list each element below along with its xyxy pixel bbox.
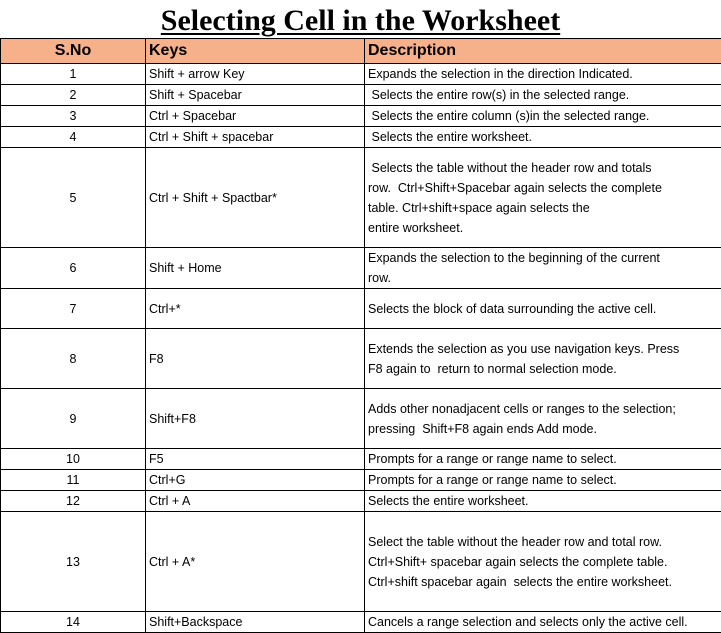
description-cell[interactable]: Prompts for a range or range name to select. [365,470,721,491]
description-cell[interactable]: Selects the entire row(s) in the selected range. [365,85,721,106]
description-cell[interactable]: Extends the selection as you use navigation keys. Press F8 again to return to normal selection mode. [365,329,721,389]
keys-cell[interactable]: Shift+Backspace [146,612,365,633]
keys-cell[interactable]: Ctrl + Shift + spacebar [146,127,365,148]
sno-cell[interactable]: 12 [1,491,146,512]
table-row [1,389,721,449]
keys-cell[interactable]: Ctrl+G [146,470,365,491]
description-cell[interactable]: Selects the entire column (s)in the selected range. [365,106,721,127]
description-cell[interactable]: Selects the table without the header row and totals row. Ctrl+Shift+Spacebar again selects the complete table. Ctrl+shift+space again selects the entire worksheet. [365,148,721,248]
table-row [1,148,721,248]
keys-cell[interactable]: Ctrl + Spacebar [146,106,365,127]
description-cell[interactable]: Adds other nonadjacent cells or ranges to the selection; pressing Shift+F8 again ends Add mode. [365,389,721,449]
keys-cell[interactable]: F5 [146,449,365,470]
description-cell[interactable]: Cancels a range selection and selects only the active cell. [365,612,721,633]
description-cell[interactable]: Selects the entire worksheet. [365,127,721,148]
sno-cell[interactable]: 4 [1,127,146,148]
sno-cell[interactable]: 13 [1,512,146,612]
page-title: Selecting Cell in the Worksheet [161,4,560,38]
table-row [1,64,721,85]
keys-cell[interactable]: Ctrl+* [146,289,365,329]
table-body [1,64,721,633]
header-description[interactable]: Description [365,39,721,64]
description-cell[interactable]: Prompts for a range or range name to select. [365,449,721,470]
keys-cell[interactable]: Shift + Home [146,248,365,289]
sno-cell[interactable]: 8 [1,329,146,389]
keys-cell[interactable]: F8 [146,329,365,389]
table-row [1,248,721,289]
description-cell[interactable]: Expands the selection to the beginning of the current row. [365,248,721,289]
table-row [1,470,721,491]
sno-cell[interactable]: 11 [1,470,146,491]
table-row [1,289,721,329]
keys-cell[interactable]: Shift + arrow Key [146,64,365,85]
table-row [1,329,721,389]
table-row [1,491,721,512]
description-cell[interactable]: Selects the block of data surrounding the active cell. [365,289,721,329]
description-cell[interactable]: Expands the selection in the direction Indicated. [365,64,721,85]
title-bar [0,0,721,38]
sno-cell[interactable]: 9 [1,389,146,449]
keys-cell[interactable]: Shift+F8 [146,389,365,449]
table-row [1,85,721,106]
keys-cell[interactable]: Ctrl + A* [146,512,365,612]
keys-cell[interactable]: Ctrl + Shift + Spactbar* [146,148,365,248]
header-sno[interactable]: S.No [1,39,146,64]
table-row [1,106,721,127]
table-row [1,512,721,612]
keys-cell[interactable]: Ctrl + A [146,491,365,512]
table-row [1,449,721,470]
header-row [1,39,721,64]
keys-cell[interactable]: Shift + Spacebar [146,85,365,106]
sno-cell[interactable]: 10 [1,449,146,470]
sno-cell[interactable]: 1 [1,64,146,85]
shortcut-table [0,38,721,633]
description-cell[interactable]: Select the table without the header row and total row. Ctrl+Shift+ spacebar again selects the complete table. Ctrl+shift spacebar again selects the entire worksheet. [365,512,721,612]
sno-cell[interactable]: 3 [1,106,146,127]
table-row [1,612,721,633]
sno-cell[interactable]: 2 [1,85,146,106]
table-row [1,127,721,148]
sno-cell[interactable]: 5 [1,148,146,248]
sno-cell[interactable]: 14 [1,612,146,633]
header-keys[interactable]: Keys [146,39,365,64]
sno-cell[interactable]: 7 [1,289,146,329]
description-cell[interactable]: Selects the entire worksheet. [365,491,721,512]
sno-cell[interactable]: 6 [1,248,146,289]
